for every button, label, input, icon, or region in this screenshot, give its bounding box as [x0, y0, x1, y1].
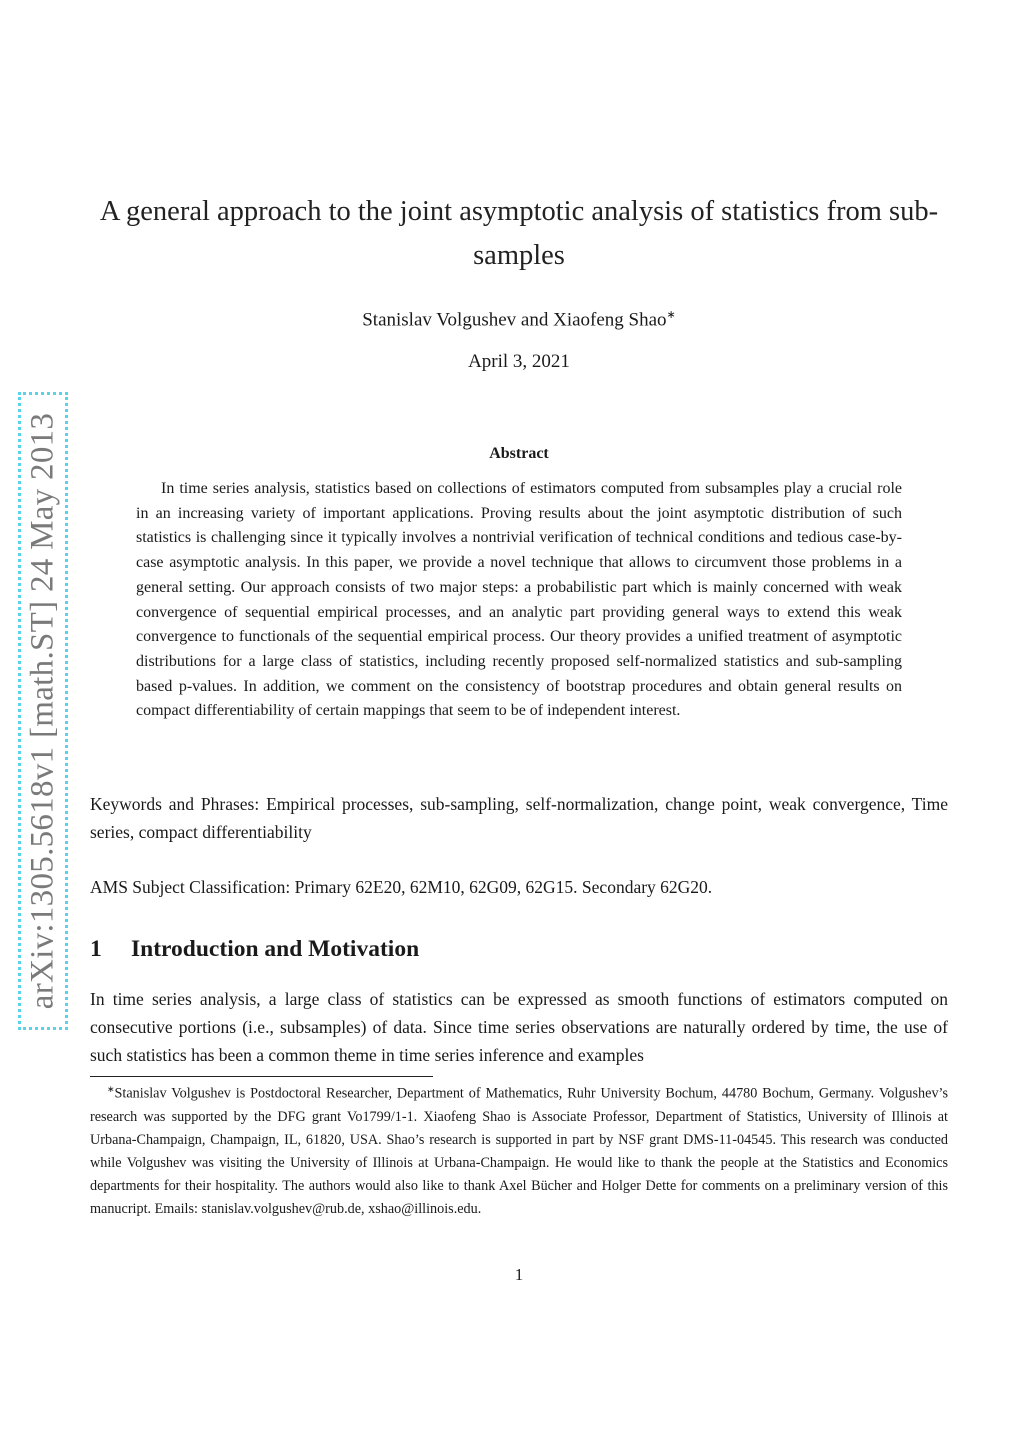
abstract-text: In time series analysis, statistics based on collections of estimators computed from subsamples play a crucial role in an increasing variety of important applications. Proving results about the joint asymptotic distribution of such statistics is challenging since it typically involves a nontrivial verification of technical conditions and tedious case-by-case asymptotic analysis. In this paper, we provide a novel technique that allows to circumvent those problems in a general setting. Our approach consists of two major steps: a probabilistic part which is mainly concerned with weak convergence of sequential empirical processes, and an analytic part providing general ways to extend this weak convergence to functionals of the sequential empirical process. Our theory provides a unified treatment of asymptotic distributions for a large class of statistics, including recently proposed self-normalized statistics and sub-sampling based p-values. In addition, we comment on the consistency of bootstrap procedures and obtain general results on compact differentiability of certain mappings that seem to be of independent interest.: [136, 480, 902, 720]
keywords: Keywords and Phrases: Empirical processes, sub-sampling, self-normalization, change point, weak convergence, Time series, compact differentiability: [90, 794, 948, 842]
footnote-rule: [90, 1076, 433, 1077]
authors: [95, 302, 943, 333]
page-number: 1: [514, 1265, 524, 1284]
footnote: [90, 1078, 948, 1221]
paper-title: A general approach to the joint asymptotic analysis of statistics from sub-samples: [99, 196, 939, 271]
footnote-marker: ∗: [107, 1084, 115, 1094]
abstract-heading: Abstract: [489, 445, 549, 462]
authors-names: Stanislav Volgushev and Xiaofeng Shao: [362, 309, 667, 331]
authors-footnote-marker[interactable]: ∗: [666, 309, 676, 321]
intro-paragraph: In time series analysis, a large class of statistics can be expressed as smooth functions of estimators computed on consecutive portions (i.e., subsamples) of data. Since time series observations are naturally ordered by time, the use of such statistics has been a common theme in time series inference and examples: [90, 989, 948, 1065]
arxiv-stamp: [18, 392, 68, 1030]
footnote-text: Stanislav Volgushev is Postdoctoral Researcher, Department of Mathematics, Ruhr University Bochum, 44780 Bochum, Germany. Volgushev’s research was supported by the DFG grant Vo1799/1-1. Xiaofeng Shao is Associate Professor, Department of Statistics, University of Illinois at Urbana-Champaign, Champaign, IL, 61820, USA. Shao’s research is supported in part by NSF grant DMS-11-04545. This research was conducted while Volgushev was visiting the University of Illinois at Urbana-Champaign. He would like to thank the people at the Statistics and Economics departments for their hospitality. The authors would also like to thank Axel Bücher and Holger Dette for comments on a preliminary version of this manucript. Emails: stanislav.volgushev@rub.de, xshao@illinois.edu.: [90, 1085, 948, 1218]
section-number: 1: [90, 936, 102, 962]
arxiv-stamp-text: arXiv:1305.5618v1 [math.ST] 24 May 2013: [24, 412, 61, 1010]
ams-classification: AMS Subject Classification: Primary 62E20, 62M10, 62G09, 62G15. Secondary 62G20.: [90, 877, 713, 897]
section-heading: [90, 934, 419, 964]
paper-date: April 3, 2021: [468, 351, 570, 372]
section-title: Introduction and Motivation: [131, 936, 420, 962]
